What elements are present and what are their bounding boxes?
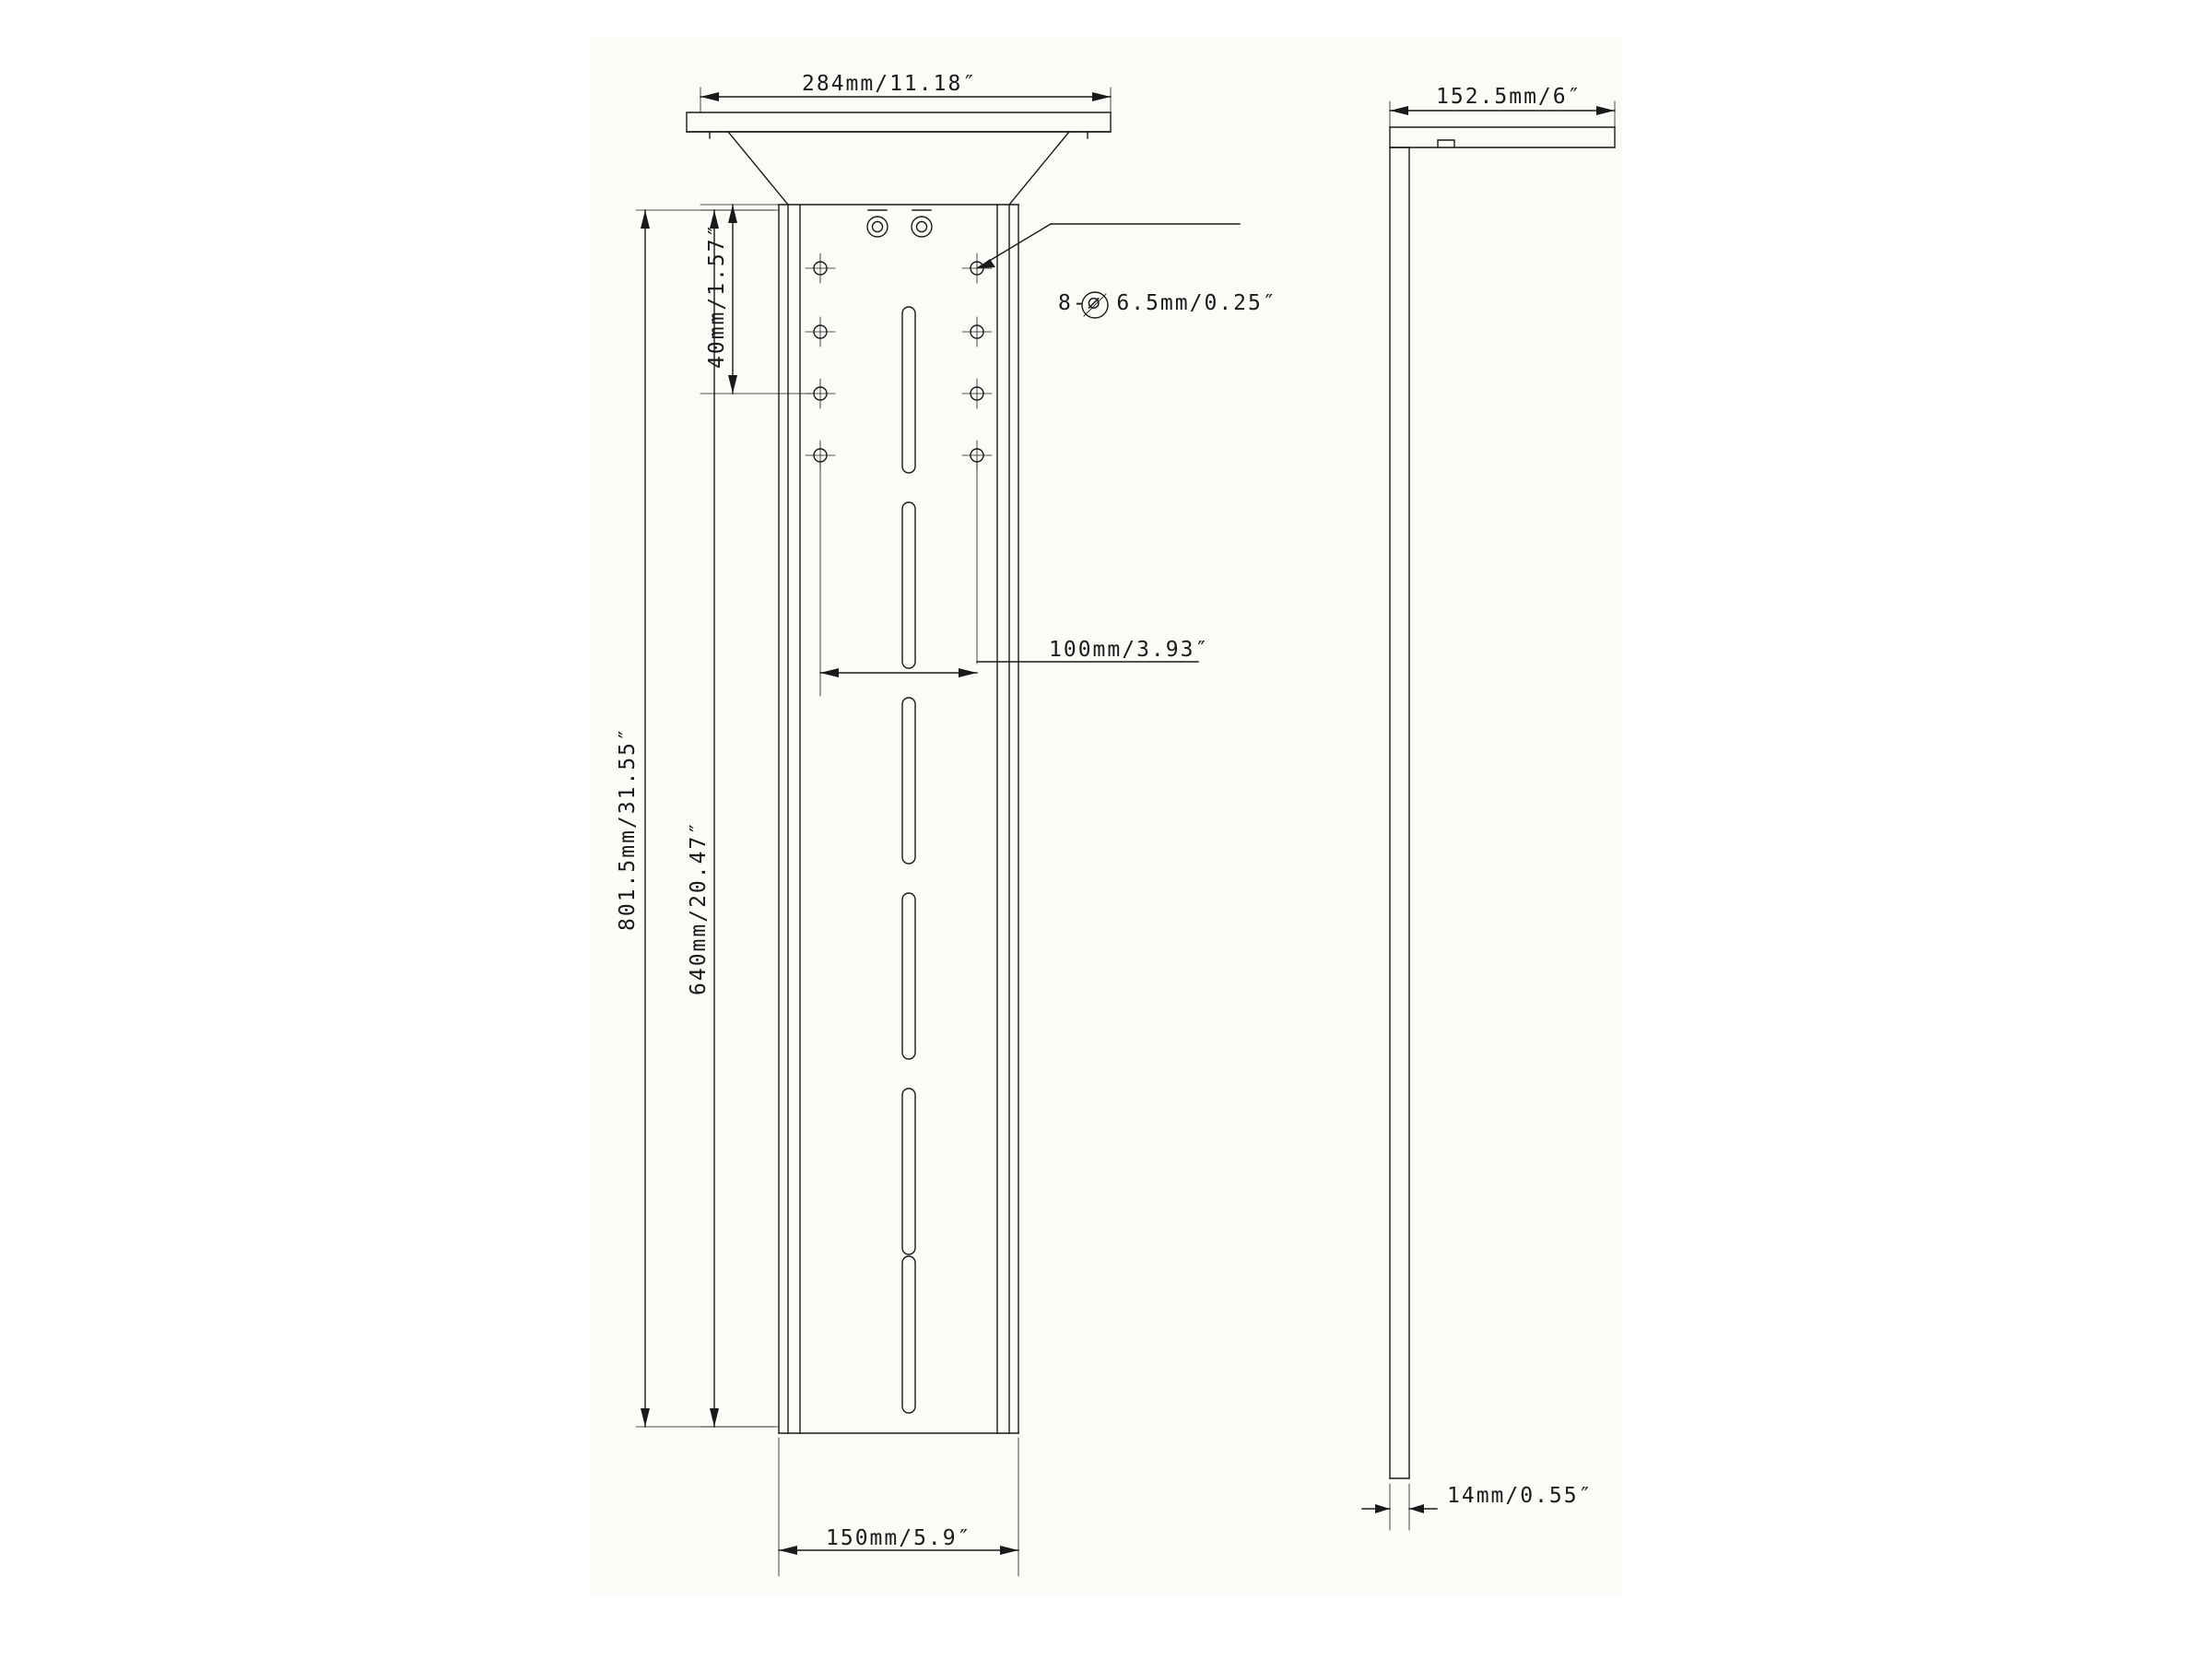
dim-label-hole-pitch-horizontal: 100mm/3.93″ (1049, 638, 1210, 662)
front-web-lines (800, 205, 997, 1433)
side-view-outline (1390, 127, 1615, 1478)
dim-label-hole-pitch-vertical: 40mm/1.57″ (705, 222, 729, 369)
dim-label-hole-spec: 8-⌀ 6.5mm/0.25″ (1058, 291, 1277, 315)
dim-label-side-depth: 152.5mm/6″ (1436, 85, 1583, 109)
dim-body-height (700, 210, 779, 1427)
centre-slots (902, 307, 915, 1413)
dim-label-overall-width: 284mm/11.18″ (802, 72, 978, 96)
dim-thickness (1362, 1484, 1437, 1530)
dim-label-body-width: 150mm/5.9″ (826, 1526, 972, 1550)
front-body-outline (779, 205, 1018, 1433)
dim-label-overall-height: 801.5mm/31.55″ (616, 726, 640, 931)
dim-label-body-height: 640mm/20.47″ (687, 819, 711, 995)
dim-body-width (779, 1438, 1018, 1576)
dim-overall-height (636, 210, 774, 1427)
front-top-fasteners (867, 210, 932, 237)
mounting-holes (806, 253, 992, 470)
front-top-plate (687, 112, 1111, 132)
front-gussets (710, 132, 1088, 205)
dim-label-thickness: 14mm/0.55″ (1447, 1484, 1594, 1508)
